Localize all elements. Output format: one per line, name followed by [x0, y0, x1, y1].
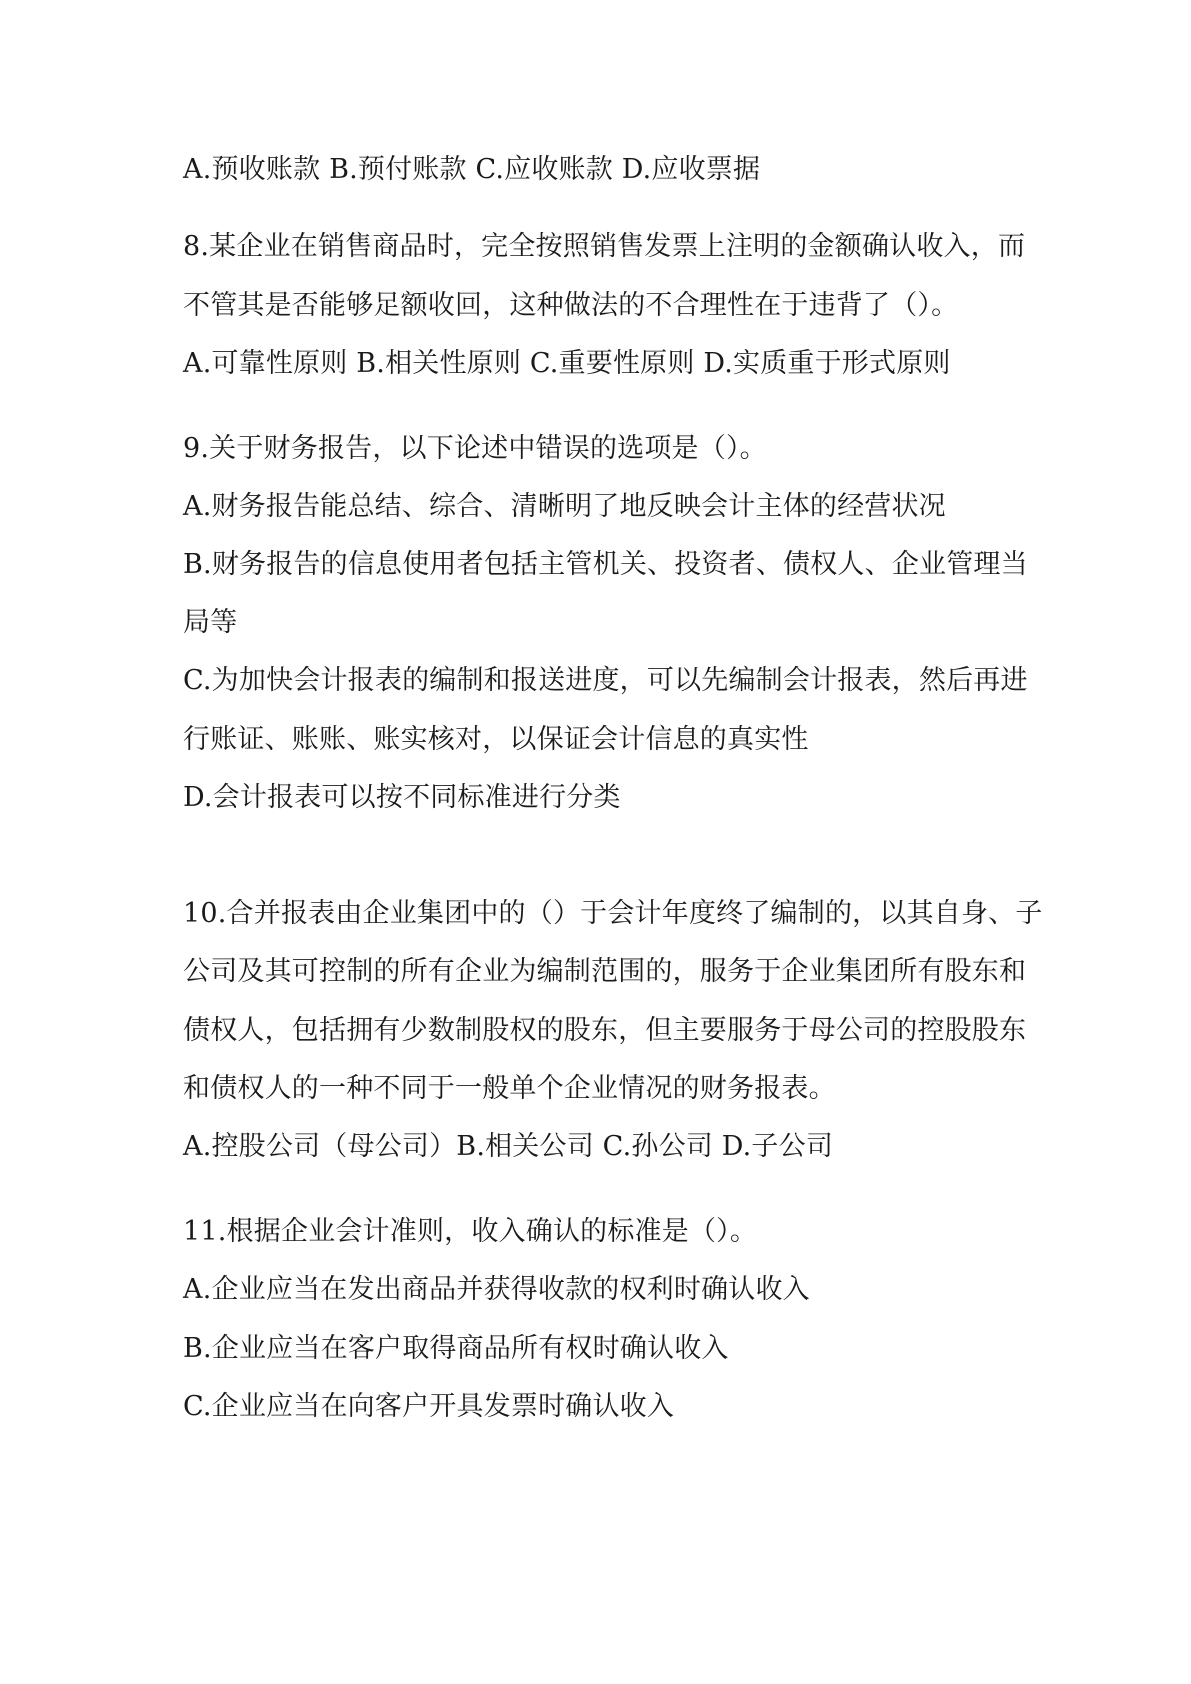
- q10-stem-line-4: 和债权人的一种不同于一般单个企业情况的财务报表。: [183, 1073, 836, 1104]
- q9-option-a: A.财务报告能总结、综合、清晰明了地反映会计主体的经营状况: [183, 491, 946, 522]
- q10-options: A.控股公司（母公司）B.相关公司 C.孙公司 D.子公司: [183, 1131, 834, 1162]
- q9-stem: 9.关于财务报告，以下论述中错误的选项是（）。: [183, 433, 767, 464]
- q8-stem-line-1: 8.某企业在销售商品时，完全按照销售发票上注明的金额确认收入，而: [183, 231, 1026, 262]
- q10-stem-line-1: 10.合并报表由企业集团中的（）于会计年度终了编制的，以其自身、子: [183, 898, 1043, 929]
- q8-stem-line-2: 不管其是否能够足额收回，这种做法的不合理性在于违背了（）。: [183, 290, 959, 321]
- q10-stem-line-2: 公司及其可控制的所有企业为编制范围的，服务于企业集团所有股东和: [183, 956, 1027, 987]
- q8-options: A.可靠性原则 B.相关性原则 C.重要性原则 D.实质重于形式原则: [183, 348, 951, 379]
- q11-option-a: A.企业应当在发出商品并获得收款的权利时确认收入: [183, 1274, 810, 1305]
- q9-option-c-line-1: C.为加快会计报表的编制和报送进度，可以先编制会计报表，然后再进: [183, 665, 1028, 696]
- q9-option-c-line-2: 行账证、账账、账实核对，以保证会计信息的真实性: [183, 724, 809, 755]
- q11-option-b: B.企业应当在客户取得商品所有权时确认收入: [183, 1333, 729, 1364]
- q9-option-b-line-1: B.财务报告的信息使用者包括主管机关、投资者、债权人、企业管理当: [183, 549, 1028, 580]
- q11-option-c: C.企业应当在向客户开具发票时确认收入: [183, 1391, 675, 1422]
- q10-stem-line-3: 债权人，包括拥有少数制股权的股东，但主要服务于母公司的控股股东: [183, 1015, 1027, 1046]
- q9-option-b-line-2: 局等: [183, 607, 238, 638]
- q9-option-d: D.会计报表可以按不同标准进行分类: [183, 782, 621, 813]
- q7-options: A.预收账款 B.预付账款 C.应收账款 D.应收票据: [183, 154, 761, 185]
- q11-stem: 11.根据企业会计准则，收入确认的标准是（）。: [183, 1216, 758, 1247]
